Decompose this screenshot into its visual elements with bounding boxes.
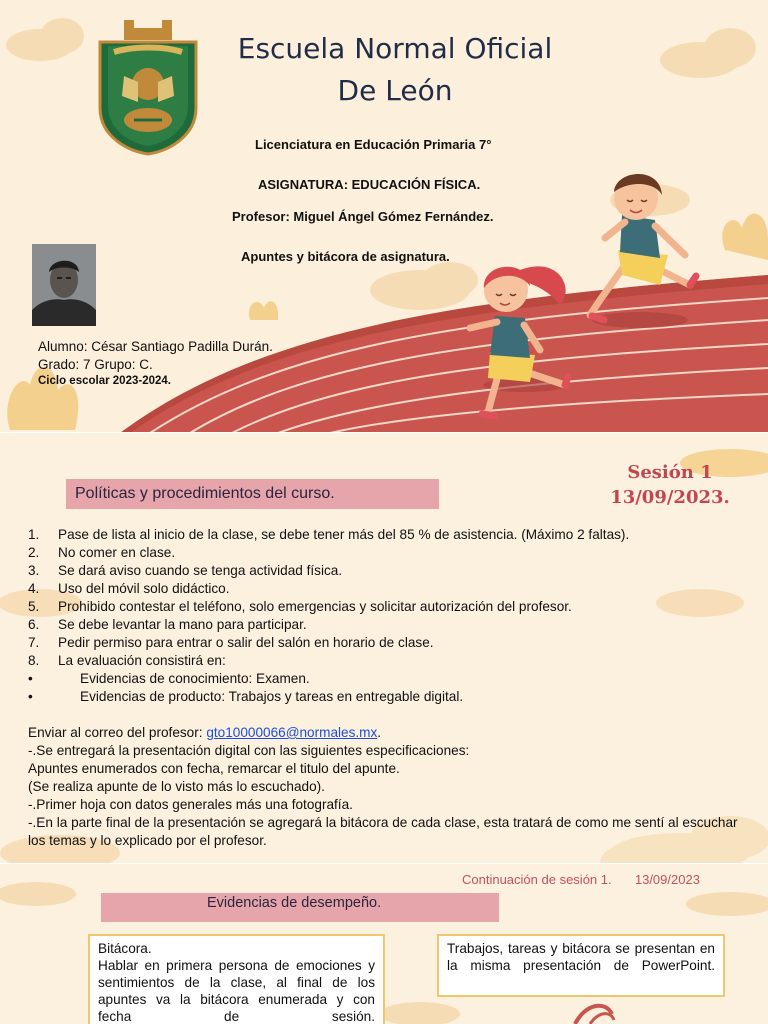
delivery-notes (28, 724, 748, 850)
note-line: Apuntes enumerados con fecha, remarcar el titulo del apunte. (28, 761, 400, 776)
rule-text: Se dará aviso cuando se tenga actividad física. (58, 563, 343, 578)
email-prefix: Enviar al correo del profesor: (28, 725, 207, 740)
bullet-icon: • (28, 689, 33, 704)
rule-text: La evaluación consistirá en: (58, 653, 226, 668)
school-title-line1: Escuela Normal Oficial (237, 32, 553, 65)
deliverables-text: Trabajos, tareas y bitácora se presentan en la misma presentación de PowerPoint. (447, 941, 715, 973)
list-item (28, 544, 748, 562)
continuation-date: 13/09/2023 (634, 872, 700, 887)
list-item (28, 526, 748, 544)
rule-number: 4. (28, 581, 40, 596)
session-date: 13/09/2023. (610, 487, 730, 508)
continuation-line (462, 872, 700, 887)
session-label: Sesión 1 (627, 462, 713, 483)
degree-label: Licenciatura en Educación Primaria 7° (255, 137, 492, 152)
list-item (28, 598, 748, 616)
subject-label: ASIGNATURA: EDUCACIÓN FÍSICA. (258, 177, 481, 192)
rule-number: 3. (28, 563, 40, 578)
policies-banner-text: Políticas y procedimientos del curso. (75, 485, 335, 502)
rule-text: Prohibido contestar el teléfono, solo emergencias y solicitar autorización del profesor. (58, 599, 572, 614)
rules-list (28, 526, 748, 706)
rule-text: Pase de lista al inicio de la clase, se debe tener más del 85 % de asistencia. (Máximo 2 faltas). (58, 527, 630, 542)
rule-number: 6. (28, 617, 40, 632)
school-title (210, 28, 580, 112)
rule-text: Pedir permiso para entrar o salir del salón en horario de clase. (58, 635, 434, 650)
list-item (28, 670, 748, 688)
email-suffix: . (377, 725, 382, 740)
email-line (28, 724, 748, 742)
school-title-line2: De León (337, 74, 453, 107)
logbook-text: Hablar en primera persona de emociones y sentimientos de la clase, al final de los apuntes va la bitácora enumerada y con fecha de sesión. (98, 958, 375, 1024)
school-year: Ciclo escolar 2023-2024. (38, 375, 171, 387)
rule-number: 1. (28, 527, 40, 542)
logbook-box (88, 934, 385, 1024)
rule-text: No comer en clase. (58, 545, 176, 560)
bullet-text: Evidencias de producto: Trabajos y tareas en entregable digital. (80, 689, 464, 704)
list-item (28, 652, 748, 670)
bullet-text: Evidencias de conocimiento: Examen. (80, 671, 310, 686)
note-line: -.En la parte final de la presentación se agregará la bitácora de cada clase, esta tratará de como me sentí al escuchar los temas y lo explicado por el profesor. (28, 815, 738, 848)
teacher-email-link[interactable]: gto10000066@normales.mx (206, 725, 378, 740)
evidence-banner-text: Evidencias de desempeño. (207, 895, 382, 911)
logbook-title: Bitácora. (98, 941, 152, 956)
rule-text: Se debe levantar la mano para participar. (58, 617, 307, 632)
deliverables-box (437, 934, 725, 997)
rule-number: 8. (28, 653, 40, 668)
student-name: Alumno: César Santiago Padilla Durán. (38, 339, 273, 354)
notes-title: Apuntes y bitácora de asignatura. (241, 249, 450, 264)
list-item (28, 634, 748, 652)
rule-number: 7. (28, 635, 40, 650)
school-crest-icon (94, 16, 202, 156)
student-photo (32, 244, 96, 326)
list-item (28, 562, 748, 580)
teacher-label: Profesor: Miguel Ángel Gómez Fernández. (232, 209, 494, 224)
session-heading (600, 460, 740, 510)
note-line: -.Se entregará la presentación digital con las siguientes especificaciones: (28, 743, 470, 758)
note-line: -.Primer hoja con datos generales más una fotografía. (28, 797, 353, 812)
bullet-icon: • (28, 671, 33, 686)
list-item (28, 616, 748, 634)
student-grade: Grado: 7 Grupo: C. (38, 357, 153, 372)
rule-text: Uso del móvil solo didáctico. (58, 581, 230, 596)
rule-number: 2. (28, 545, 40, 560)
cover-page (0, 0, 768, 433)
note-line: (Se realiza apunte de lo visto más lo escuchado). (28, 779, 325, 794)
list-item (28, 580, 748, 598)
list-item (28, 688, 748, 706)
rule-number: 5. (28, 599, 40, 614)
continuation-label: Continuación de sesión 1. (462, 872, 612, 887)
